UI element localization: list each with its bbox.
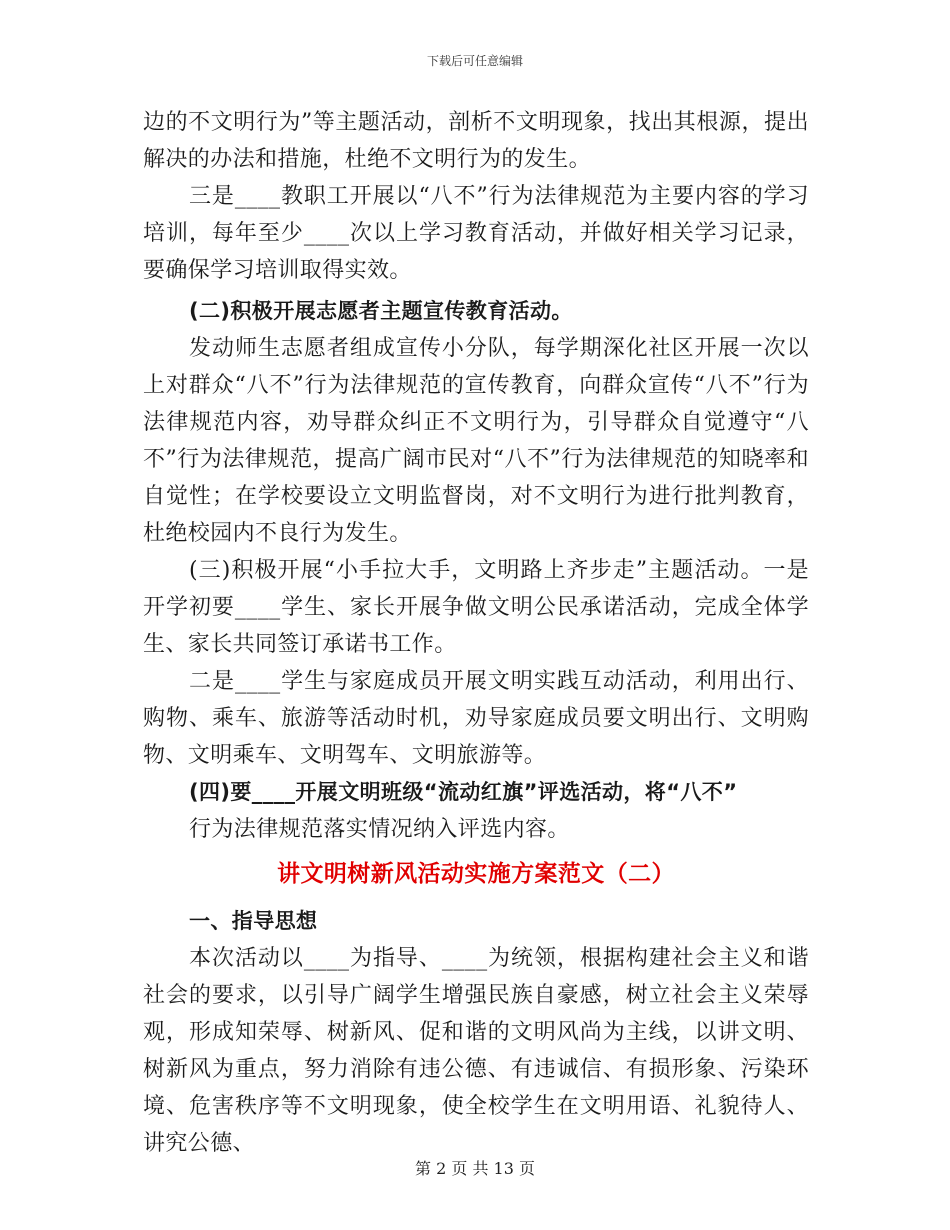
heading-red-flag: (四)要____开展文明班级“流动红旗”评选活动，将“八不” xyxy=(189,780,738,804)
page-header: 下载后可任意编辑 xyxy=(426,54,523,68)
heading-volunteer-activity: (二)积极开展志愿者主题宣传教育活动。 xyxy=(189,299,573,323)
section-title: 讲文明树新风活动实施方案范文（二） xyxy=(277,861,675,887)
document-body xyxy=(143,104,809,1162)
page-footer: 第 2 页 共 13 页 xyxy=(415,1159,535,1178)
paragraph-guiding-thought: 本次活动以____为指导、____为统领，根据构建社会主义和谐社会的要求，以引导广阔学生增强民族自豪感，树立社会主义荣辱观，形成知荣辱、树新风、促和谐的文明风尚为主线，以讲文明、树新风为重点，努力消除有违公德、有违诚信、有损形象、污染环境、危害秩序等不文明现象，使全校学生在文明用语、礼貌待人、讲究公德、 xyxy=(143,946,809,1156)
paragraph-small-hands: (三)积极开展“小手拉大手，文明路上齐步走”主题活动。一是开学初要____学生、家长开展争做文明公民承诺活动，完成全体学生、家长共同签订承诺书工作。 xyxy=(143,558,809,657)
paragraph-continuation: 边的不文明行为”等主题活动，剖析不文明现象，找出其根源，提出解决的办法和措施，杜绝不文明行为的发生。 xyxy=(143,110,809,172)
paragraph-staff-training: 三是____教职工开展以“八不”行为法律规范为主要内容的学习培训，每年至少____次以上学习教育活动，并做好相关学习记录，要确保学习培训取得实效。 xyxy=(143,184,809,283)
paragraph-volunteer: 发动师生志愿者组成宣传小分队，每学期深化社区开展一次以上对群众“八不”行为法律规范的宣传教育，向群众宣传“八不”行为法律规范内容，劝导群众纠正不文明行为，引导群众自觉遵守“八不”行为法律规范，提高广阔市民对“八不”行为法律规范的知晓率和自觉性；在学校要设立文明监督岗，对不文明行为进行批判教育，杜绝校园内不良行为发生。 xyxy=(143,336,809,546)
heading-guiding-thought: 一、指导思想 xyxy=(189,909,318,933)
paragraph-red-flag-cont: 行为法律规范落实情况纳入评选内容。 xyxy=(189,817,570,842)
paragraph-family-practice: 二是____学生与家庭成员开展文明实践互动活动，利用出行、购物、乘车、旅游等活动时机，劝导家庭成员要文明出行、文明购物、文明乘车、文明驾车、文明旅游等。 xyxy=(143,669,809,768)
